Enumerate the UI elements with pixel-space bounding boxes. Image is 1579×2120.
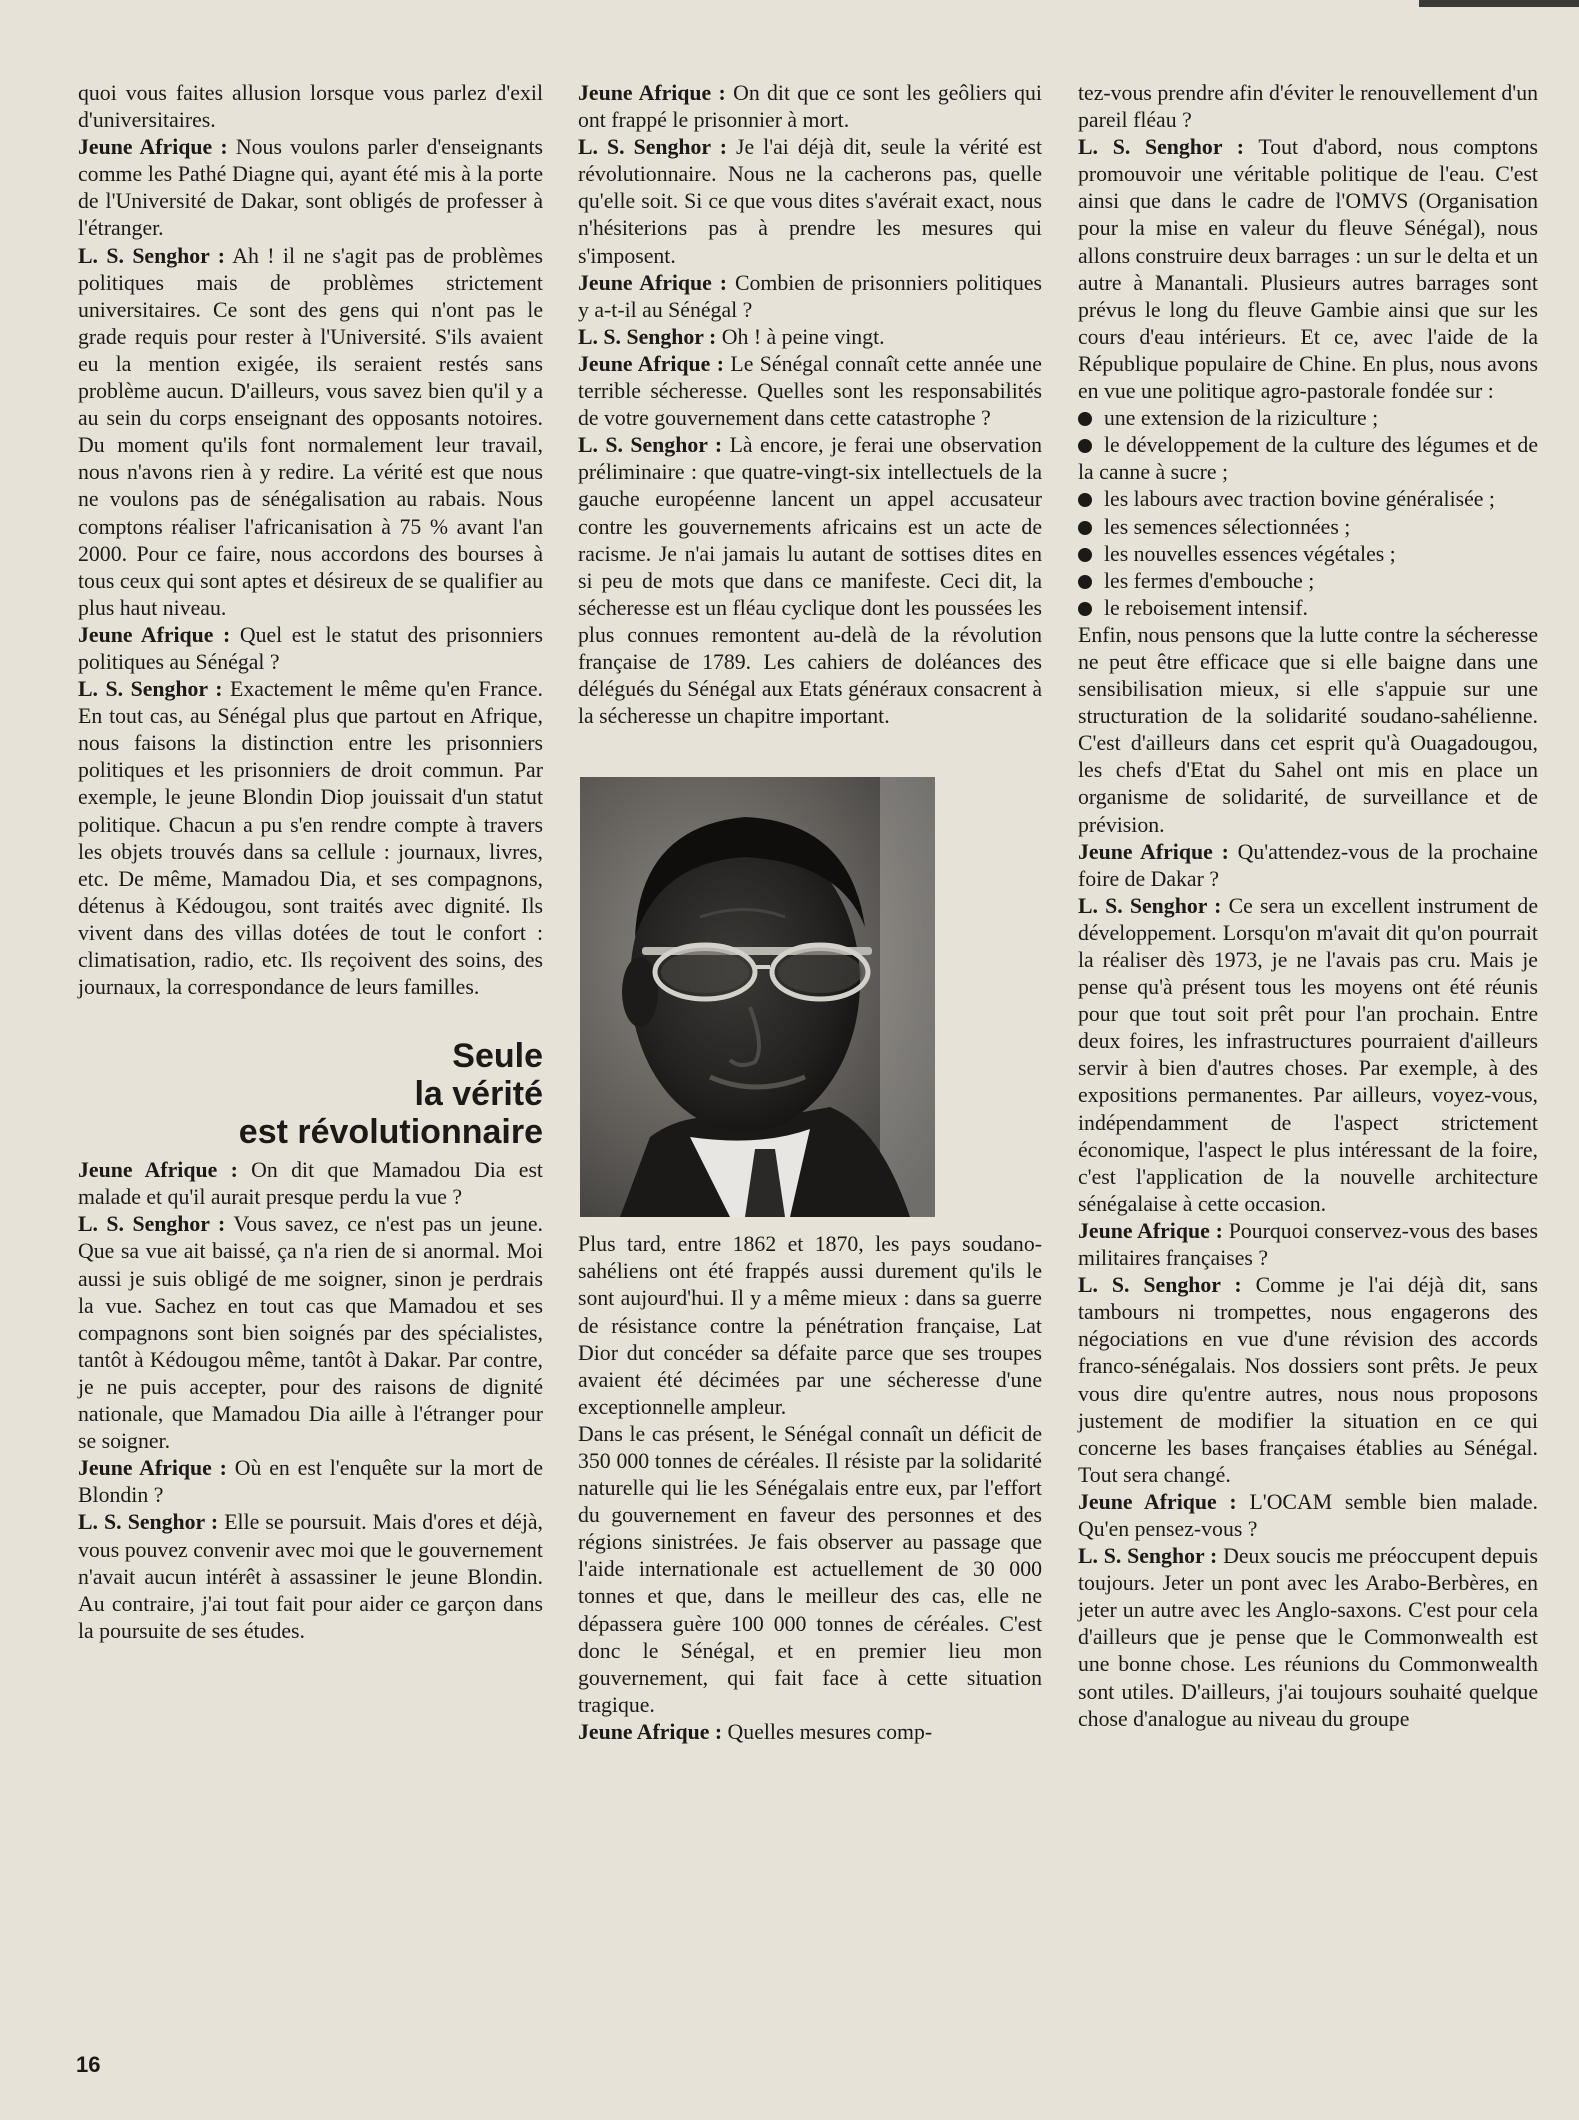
paragraph-text: Plus tard, entre 1862 et 1870, les pays soudano-sahéliens ont été frappés aussi durement qu'ils le sont aujourd'hui. Il y a même mieux : dans sa guerre de résistance contre la pénétration française, Lat Dior dut concéder sa défaite parce que ses troupes avaient été décimées par une sécheresse d'une exceptionnelle ampleur. bbox=[578, 1232, 1042, 1419]
col2a-paragraphs bbox=[578, 80, 1042, 730]
dialogue-paragraph bbox=[78, 1509, 543, 1644]
bullet-dot-icon bbox=[1078, 493, 1092, 507]
dialogue-paragraph bbox=[78, 676, 543, 1001]
dialogue-paragraph bbox=[78, 243, 543, 622]
paragraph-text: Dans le cas présent, le Sénégal connaît un déficit de 350 000 tonnes de céréales. Il résiste par la solidarité naturelle qui lie les Sénégalais entre eux, par l'effort du gouvernement en faveur des personnes et des régions sinistrées. Je fais observer au passage que l'aide internationale est actuellement de 30 000 tonnes et que, dans le meilleur des cas, elle ne dépassera guère 100 000 tonnes de céréales. C'est donc le Sénégal, et en premier lieu mon gouvernement, qui fait face à cette situation tragique. bbox=[578, 1421, 1042, 1717]
paragraph-text: Comme je l'ai déjà dit, sans tambours ni trompettes, nous engagerons des négociations en vue d'une révision des accords franco-sénégalais. Nos dossiers sont prêts. Je peux vous dire qu'entre autres, nous nous proposons justement de modifier la situation en ce qui concerne les bases françaises établies au Sénégal. Tout sera changé. bbox=[1078, 1273, 1538, 1487]
paragraph-text: L'OCAM semble bien malade. Qu'en pensez-vous ? bbox=[1078, 1489, 1538, 1541]
dialogue-paragraph bbox=[578, 80, 1042, 134]
col3b-paragraphs bbox=[1078, 622, 1538, 1733]
paragraph-text: Enfin, nous pensons que la lutte contre la sécheresse ne peut être efficace que si elle baigne dans une sensibilisation mieux, si elle s'appuie sur une structuration de la solidarité soudano-sahélienne. C'est d'ailleurs dans cet esprit qu'à Ouagadougou, les chefs d'Etat du Sahel ont mis en place un organisme de solidarité, de surveillance et de prévision. bbox=[1078, 622, 1538, 837]
speaker-label: Jeune Afrique : bbox=[1078, 1218, 1223, 1243]
speaker-label: L. S. Senghor : bbox=[78, 243, 226, 268]
paragraph-text: On dit que Mamadou Dia est malade et qu'il aurait presque perdu la vue ? bbox=[78, 1158, 543, 1210]
speaker-label: Jeune Afrique : bbox=[578, 351, 724, 376]
dialogue-paragraph bbox=[1078, 1489, 1538, 1543]
paragraph-text: Combien de prisonniers politiques y a-t-il au Sénégal ? bbox=[578, 270, 1042, 322]
col1-paragraphs bbox=[78, 80, 543, 1001]
paragraph-text: Exactement le même qu'en France. En tout cas, au Sénégal plus que partout en Afrique, nous faisons la distinction entre les prisonniers politiques et les prisonniers de droit commun. Par exemple, le jeune Blondin Diop jouissait d'un statut politique. Chacun a pu s'en rendre compte à travers les objets trouvés dans sa cellule : journaux, livres, etc. De même, Mamadou Dia, et ses compagnons, détenus à Kédougou, sont traités avec dignité. Ils vivent dans des villas dotées de tout le confort : climatisation, radio, etc. Ils reçoivent des soins, des journaux, la correspondance de leurs familles. bbox=[78, 677, 543, 1000]
speaker-label: L. S. Senghor : bbox=[1078, 1273, 1242, 1298]
paragraph-text: Le Sénégal connaît cette année une terrible sécheresse. Quelles sont les responsabilités de votre gouvernement dans cette catastrophe ? bbox=[578, 351, 1042, 431]
bullet-item: les nouvelles essences végétales ; bbox=[1078, 541, 1538, 568]
paragraph-text: Nous voulons parler d'enseignants comme les Pathé Diagne qui, ayant été mis à la porte de l'Université de Dakar, sont obligés de professer à l'étranger. bbox=[78, 135, 543, 241]
paragraph-text: Où en est l'enquête sur la mort de Blondin ? bbox=[78, 1456, 543, 1508]
bullet-item: le reboisement intensif. bbox=[1078, 595, 1538, 622]
dialogue-paragraph bbox=[78, 1157, 543, 1211]
dialogue-paragraph bbox=[78, 1455, 543, 1509]
speaker-label: Jeune Afrique : bbox=[578, 270, 728, 295]
paragraph-text: Vous savez, ce n'est pas un jeune. Que sa vue ait baissé, ça n'a rien de si anormal. Moi aussi je suis obligé de me soigner, sinon je perdrais la vue. Sachez en tout cas que Mamadou et ses compagnons sont bien soignés par des spécialistes, tantôt à Kédougou même, tantôt à Dakar. Par contre, je ne puis accepter, pour des raisons de dignité nationale, que Mamadou Dia aille à l'étranger pour se soigner. bbox=[78, 1212, 543, 1454]
bullet-dot-icon bbox=[1078, 439, 1092, 453]
paragraph-text: On dit que ce sont les geôliers qui ont frappé le prisonnier à mort. bbox=[578, 81, 1042, 133]
paragraph-text: Ah ! il ne s'agit pas de problèmes politiques mais de problèmes strictement universitaires. Ce sont des gens qui n'ont pas le grade requis pour rester à l'Université. S'ils avaient eu la mention exigée, ils seraient restés sans problème aucun. D'ailleurs, vous savez bien qu'il y a au sein du corps enseignant des opposants notoires. Du moment qu'ils font normalement leur travail, nous n'avons rien à y redire. La vérité est que nous ne voulons pas de sénégalisation au rabais. Nous comptons réaliser l'africanisation à 75 % avant l'an 2000. Pour ce faire, nous accordons des bourses à tous ceux qui sont aptes et désireux de se qualifier au plus haut niveau. bbox=[78, 243, 543, 620]
bullet-item: les semences sélectionnées ; bbox=[1078, 514, 1538, 541]
section-title-line-3: est révolutionnaire bbox=[238, 1113, 543, 1152]
bullet-item: le développement de la culture des légumes et de la canne à sucre ; bbox=[1078, 433, 1538, 485]
bullet-dot-icon bbox=[1078, 412, 1092, 426]
speaker-label: L. S. Senghor : bbox=[1078, 1544, 1218, 1569]
speaker-label: L. S. Senghor : bbox=[1078, 135, 1245, 160]
bullet-item: une extension de la riziculture ; bbox=[1078, 405, 1538, 432]
paragraph-text: Là encore, je ferai une observation préliminaire : que quatre-vingt-six intellectuels de la gauche européenne lancent un appel accusateur contre les gouvernements africains est un acte de racisme. Je n'ai jamais lu autant de sottises dites en si peu de mots que dans ce manifeste. Ceci dit, la sécheresse est un fléau cyclique dont les poussées les plus connues remontent au-delà de la révolution française de 1789. Les cahiers de doléances des délégués du Sénégal aux Etats généraux consacrent à la sécheresse un chapitre important. bbox=[578, 433, 1042, 729]
bullet-item: les labours avec traction bovine généralisée ; bbox=[1078, 486, 1538, 513]
paragraph-text: Pourquoi conservez-vous des bases militaires françaises ? bbox=[1078, 1218, 1538, 1271]
column-2 bbox=[578, 80, 1042, 1746]
speaker-label: Jeune Afrique : bbox=[78, 1158, 238, 1183]
dialogue-paragraph bbox=[578, 324, 1042, 351]
speaker-label: Jeune Afrique : bbox=[78, 1456, 227, 1481]
paragraph-text: Qu'attendez-vous de la prochaine foire de Dakar ? bbox=[1078, 839, 1538, 891]
speaker-label: Jeune Afrique : bbox=[1078, 839, 1229, 864]
column-3 bbox=[1078, 80, 1538, 1733]
paragraph-text: Quel est le statut des prisonniers politiques au Sénégal ? bbox=[78, 622, 543, 674]
dialogue-paragraph bbox=[578, 1719, 1042, 1746]
column-1 bbox=[78, 80, 543, 1645]
text-paragraph bbox=[1078, 80, 1538, 134]
dialogue-paragraph bbox=[578, 134, 1042, 269]
dialogue-paragraph bbox=[1078, 134, 1538, 405]
bullet-dot-icon bbox=[1078, 548, 1092, 562]
dialogue-paragraph bbox=[1078, 893, 1538, 1218]
dialogue-paragraph bbox=[578, 270, 1042, 324]
speaker-label: L. S. Senghor : bbox=[578, 135, 727, 160]
paragraph-text: quoi vous faites allusion lorsque vous parlez d'exil d'universitaires. bbox=[78, 81, 543, 133]
dialogue-paragraph bbox=[1078, 1272, 1538, 1489]
speaker-label: L. S. Senghor : bbox=[78, 1510, 219, 1535]
dialogue-paragraph bbox=[78, 134, 543, 242]
paragraph-text: Ce sera un excellent instrument de développement. Lorsqu'on m'avait dit qu'on pourrait la réaliser dès 1973, je ne l'avais pas cru. Mais je pense qu'à présent tous les moyens ont été réunis pour que tout soit prêt pour l'an prochain. Entre deux foires, les infrastructures pourraient d'ailleurs servir à bien d'autres choses. Par exemple, à des expositions permanentes. Par ailleurs, voyez-vous, indépendamment de l'aspect strictement économique, l'aspect le plus intéressant de la foire, c'est l'application de la nouvelle architecture sénégalaise à cette occasion. bbox=[1078, 893, 1538, 1216]
section-title bbox=[78, 1037, 543, 1151]
paragraph-text: Tout d'abord, nous comptons promouvoir une véritable politique de l'eau. C'est ainsi que dans le cadre de l'OMVS (Organisation pour la mise en valeur du fleuve Sénégal), nous allons construire deux barrages : un sur le delta et un autre à Manantali. Plusieurs autres barrages sont prévus le long du fleuve Gambie ainsi que sur les cours d'eau intérieurs. Et ce, avec l'aide de la République populaire de Chine. En plus, nous avons en vue une politique agro-pastorale fondée sur : bbox=[1078, 135, 1539, 404]
text-paragraph bbox=[578, 1421, 1042, 1719]
speaker-label: Jeune Afrique : bbox=[1078, 1489, 1237, 1514]
text-paragraph bbox=[78, 80, 543, 134]
paragraph-text: Je l'ai déjà dit, seule la vérité est révolutionnaire. Nous ne la cacherons pas, quelle qu'elle soit. Si ce que vous dites s'avérait exact, nous n'hésiterions pas à prendre les mesures qui s'imposent. bbox=[578, 135, 1042, 268]
speaker-label: L. S. Senghor : bbox=[578, 433, 723, 458]
speaker-label: L. S. Senghor : bbox=[78, 677, 223, 702]
bullet-dot-icon bbox=[1078, 575, 1092, 589]
dialogue-paragraph bbox=[78, 1211, 543, 1455]
speaker-label: Jeune Afrique : bbox=[78, 622, 231, 647]
corner-mark bbox=[1419, 0, 1579, 7]
speaker-label: Jeune Afrique : bbox=[78, 135, 228, 160]
bullet-item: les fermes d'embouche ; bbox=[1078, 568, 1538, 595]
page-number: 16 bbox=[76, 2052, 101, 2077]
dialogue-paragraph bbox=[1078, 1543, 1538, 1733]
section-title-line-2: la vérité bbox=[414, 1075, 543, 1114]
dialogue-paragraph bbox=[78, 622, 543, 676]
paragraph-text: Quelles mesures comp- bbox=[722, 1719, 933, 1744]
paragraph-text: Deux soucis me préoccupent depuis toujours. Jeter un pont avec les Arabo-Berbères, en jeter un autre avec les Anglo-saxons. C'est pour cela d'ailleurs que je pense que le Commonwealth est une bonne chose. Les réunions du Commonwealth sont utiles. D'ailleurs, j'ai toujours souhaité quelque chose d'analogue au niveau du groupe bbox=[1078, 1544, 1538, 1731]
speaker-label: Jeune Afrique : bbox=[578, 1719, 723, 1744]
col3a-paragraphs bbox=[1078, 80, 1538, 405]
text-paragraph bbox=[1078, 622, 1538, 839]
col1b-paragraphs bbox=[78, 1157, 543, 1645]
speaker-label: L. S. Senghor : bbox=[78, 1212, 226, 1237]
col2b-paragraphs bbox=[578, 1231, 1042, 1746]
dialogue-paragraph bbox=[1078, 839, 1538, 893]
section-title-line-1: Seule bbox=[452, 1037, 543, 1076]
paragraph-text: Elle se poursuit. Mais d'ores et déjà, vous pouvez convenir avec moi que le gouvernement n'avait aucun intérêt à assassiner le jeune Blondin. Au contraire, j'ai tout fait pour aider ce garçon dans la poursuite de ses études. bbox=[78, 1510, 544, 1643]
text-paragraph bbox=[578, 1231, 1042, 1421]
dialogue-paragraph bbox=[578, 351, 1042, 432]
paragraph-text: Oh ! à peine vingt. bbox=[716, 324, 885, 349]
bullet-dot-icon bbox=[1078, 521, 1092, 535]
bullet-dot-icon bbox=[1078, 602, 1092, 616]
dialogue-paragraph bbox=[1078, 1218, 1538, 1272]
dialogue-paragraph bbox=[578, 432, 1042, 730]
bullet-list bbox=[1078, 405, 1538, 622]
speaker-label: Jeune Afrique : bbox=[578, 81, 726, 105]
speaker-label: L. S. Senghor : bbox=[578, 324, 717, 349]
paragraph-text: tez-vous prendre afin d'éviter le renouvellement d'un pareil fléau ? bbox=[1078, 81, 1538, 133]
portrait-photo bbox=[580, 777, 935, 1217]
speaker-label: L. S. Senghor : bbox=[1078, 893, 1222, 918]
